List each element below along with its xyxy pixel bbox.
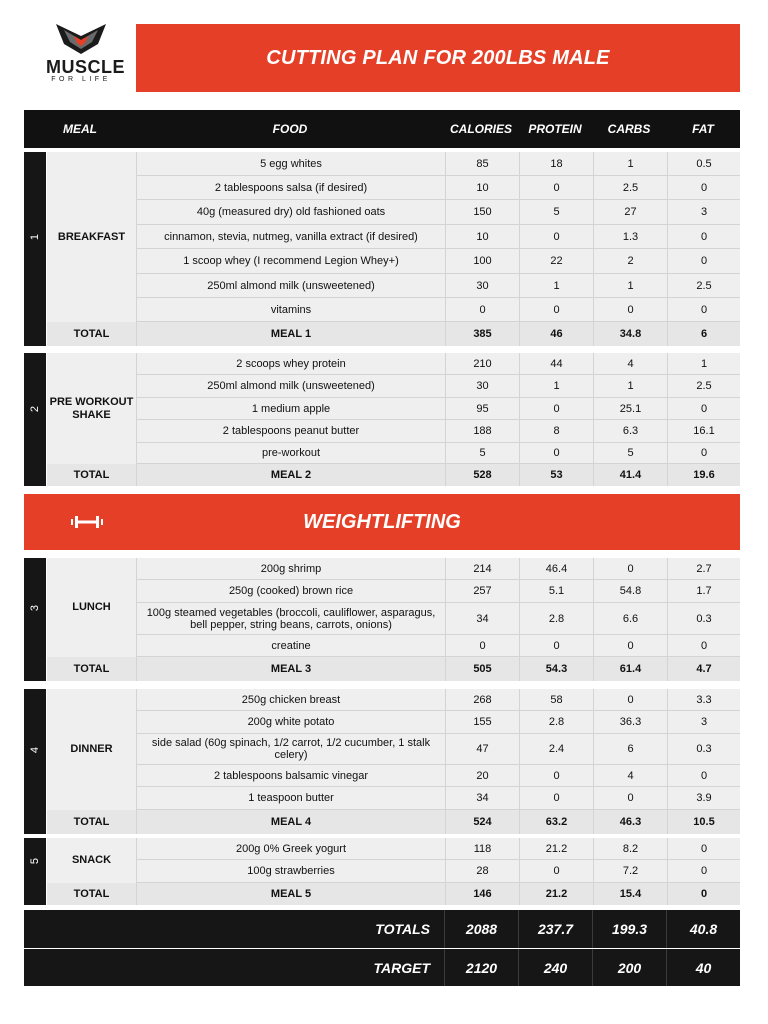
table-row <box>136 353 740 375</box>
carbs-cell: 4 <box>593 353 667 374</box>
calories-cell: 5 <box>445 443 519 463</box>
protein-cell: 0 <box>519 443 593 463</box>
fat-cell: 0 <box>667 443 740 463</box>
carbs-cell: 1 <box>593 152 667 175</box>
fat-cell: 2.7 <box>667 558 740 579</box>
fat-cell: 1 <box>667 353 740 374</box>
header-protein: PROTEIN <box>528 122 582 136</box>
total-label: TOTAL <box>73 663 110 675</box>
protein-cell: 0 <box>519 398 593 419</box>
food-cell: 200g 0% Greek yogurt <box>136 838 445 859</box>
protein-cell: 0 <box>519 635 593 656</box>
protein-cell: 1 <box>519 274 593 297</box>
carbs-cell: 25.1 <box>593 398 667 419</box>
meal-number-strip <box>24 838 46 905</box>
table-row <box>136 558 740 580</box>
carbs-cell: 8.2 <box>593 838 667 859</box>
calories-cell: 95 <box>445 398 519 419</box>
protein-cell: 2.8 <box>519 711 593 733</box>
target-calories: 2120 <box>444 949 518 986</box>
carbs-cell: 27 <box>593 200 667 224</box>
totals-row <box>24 910 740 948</box>
meal-number-strip <box>24 152 46 346</box>
fat-cell: 0 <box>667 249 740 273</box>
meal-name: SNACK <box>47 838 136 883</box>
food-rows <box>136 689 740 810</box>
total-calories: 528 <box>445 464 519 486</box>
meal-number-strip <box>24 558 46 681</box>
calories-cell: 30 <box>445 274 519 297</box>
calories-cell: 0 <box>445 298 519 321</box>
fat-cell: 0 <box>667 860 740 882</box>
table-row <box>136 375 740 398</box>
total-protein: 53 <box>519 464 593 486</box>
total-meal-name: MEAL 3 <box>136 657 445 681</box>
carbs-cell: 2 <box>593 249 667 273</box>
protein-cell: 0 <box>519 225 593 248</box>
carbs-cell: 36.3 <box>593 711 667 733</box>
meal-name: PRE WORKOUT SHAKE <box>47 353 136 464</box>
totals-calories: 2088 <box>444 910 518 948</box>
total-protein: 46 <box>519 322 593 346</box>
table-row <box>136 734 740 765</box>
carbs-cell: 0 <box>593 689 667 710</box>
fat-cell: 3 <box>667 200 740 224</box>
protein-cell: 0 <box>519 765 593 786</box>
calories-cell: 30 <box>445 375 519 397</box>
total-protein: 63.2 <box>519 810 593 834</box>
carbs-cell: 2.5 <box>593 176 667 199</box>
table-row <box>136 765 740 787</box>
carbs-cell: 1 <box>593 375 667 397</box>
table-row <box>136 689 740 711</box>
total-carbs: 61.4 <box>593 657 667 681</box>
calories-cell: 0 <box>445 635 519 656</box>
table-row <box>136 249 740 274</box>
meal-name: BREAKFAST <box>47 152 136 322</box>
food-cell: pre-workout <box>136 443 445 463</box>
calories-cell: 85 <box>445 152 519 175</box>
meal-name: DINNER <box>47 689 136 810</box>
carbs-cell: 0 <box>593 635 667 656</box>
protein-cell: 18 <box>519 152 593 175</box>
fat-cell: 0.3 <box>667 603 740 634</box>
total-calories: 505 <box>445 657 519 681</box>
protein-cell: 5.1 <box>519 580 593 602</box>
header-fat: FAT <box>692 122 714 136</box>
total-meal-name: MEAL 2 <box>136 464 445 486</box>
food-cell: 2 tablespoons balsamic vinegar <box>136 765 445 786</box>
protein-cell: 5 <box>519 200 593 224</box>
carbs-cell: 6.3 <box>593 420 667 442</box>
food-rows <box>136 838 740 883</box>
table-row <box>136 443 740 464</box>
food-cell: 2 tablespoons peanut butter <box>136 420 445 442</box>
logo-sub-text: FOR LIFE <box>51 76 111 83</box>
food-cell: 40g (measured dry) old fashioned oats <box>136 200 445 224</box>
food-cell: 100g strawberries <box>136 860 445 882</box>
fat-cell: 3.9 <box>667 787 740 809</box>
header-meal: MEAL <box>63 122 97 136</box>
table-row <box>136 838 740 860</box>
table-row <box>136 176 740 200</box>
weightlifting-banner <box>24 494 740 550</box>
total-label: TOTAL <box>73 816 110 828</box>
protein-cell: 0 <box>519 860 593 882</box>
fat-cell: 3.3 <box>667 689 740 710</box>
fat-cell: 0 <box>667 298 740 321</box>
calories-cell: 100 <box>445 249 519 273</box>
calories-cell: 118 <box>445 838 519 859</box>
food-cell: 100g steamed vegetables (broccoli, cauliflower, asparagus, bell pepper, string beans, carrots, onions) <box>136 603 445 634</box>
table-row <box>136 152 740 176</box>
food-cell: side salad (60g spinach, 1/2 carrot, 1/2 cucumber, 1 stalk celery) <box>136 734 445 764</box>
total-calories: 146 <box>445 883 519 905</box>
food-cell: vitamins <box>136 298 445 321</box>
protein-cell: 22 <box>519 249 593 273</box>
food-cell: 200g white potato <box>136 711 445 733</box>
total-meal-name: MEAL 5 <box>136 883 445 905</box>
header-carbs: CARBS <box>607 122 651 136</box>
carbs-cell: 1 <box>593 274 667 297</box>
calories-cell: 28 <box>445 860 519 882</box>
calories-cell: 257 <box>445 580 519 602</box>
fat-cell: 1.7 <box>667 580 740 602</box>
total-label: TOTAL <box>73 469 110 481</box>
food-cell: 1 teaspoon butter <box>136 787 445 809</box>
totals-fat: 40.8 <box>666 910 740 948</box>
protein-cell: 1 <box>519 375 593 397</box>
logo-emblem-icon <box>54 22 108 56</box>
food-cell: creatine <box>136 635 445 656</box>
calories-cell: 47 <box>445 734 519 764</box>
calories-cell: 34 <box>445 787 519 809</box>
food-cell: 2 scoops whey protein <box>136 353 445 374</box>
fat-cell: 2.5 <box>667 274 740 297</box>
food-cell: 250ml almond milk (unsweetened) <box>136 274 445 297</box>
food-cell: cinnamon, stevia, nutmeg, vanilla extract (if desired) <box>136 225 445 248</box>
food-cell: 5 egg whites <box>136 152 445 175</box>
total-label: TOTAL <box>73 328 110 340</box>
meal-total-row <box>47 883 740 905</box>
carbs-cell: 54.8 <box>593 580 667 602</box>
total-label: TOTAL <box>73 888 110 900</box>
protein-cell: 0 <box>519 787 593 809</box>
protein-cell: 21.2 <box>519 838 593 859</box>
carbs-cell: 0 <box>593 298 667 321</box>
table-row <box>136 860 740 883</box>
meal-section-1 <box>24 152 740 346</box>
totals-protein: 237.7 <box>518 910 592 948</box>
total-carbs: 46.3 <box>593 810 667 834</box>
totals-label: TOTALS <box>375 921 430 937</box>
total-meal-name: MEAL 1 <box>136 322 445 346</box>
protein-cell: 0 <box>519 298 593 321</box>
total-carbs: 41.4 <box>593 464 667 486</box>
meal-total-row <box>47 322 740 346</box>
carbs-cell: 5 <box>593 443 667 463</box>
carbs-cell: 0 <box>593 787 667 809</box>
logo-brand-text: MUSCLE <box>46 57 125 77</box>
fat-cell: 0 <box>667 176 740 199</box>
weightlifting-label: WEIGHTLIFTING <box>303 510 461 533</box>
meal-section-4 <box>24 689 740 834</box>
total-protein: 21.2 <box>519 883 593 905</box>
fat-cell: 0 <box>667 225 740 248</box>
table-row <box>136 225 740 249</box>
meal-total-row <box>47 464 740 486</box>
protein-cell: 2.8 <box>519 603 593 634</box>
carbs-cell: 6.6 <box>593 603 667 634</box>
meal-number-strip <box>24 689 46 834</box>
meal-total-row <box>47 810 740 834</box>
calories-cell: 210 <box>445 353 519 374</box>
protein-cell: 0 <box>519 176 593 199</box>
total-fat: 6 <box>667 322 740 346</box>
carbs-cell: 1.3 <box>593 225 667 248</box>
table-row <box>136 787 740 810</box>
meal-section-2 <box>24 353 740 486</box>
food-cell: 200g shrimp <box>136 558 445 579</box>
food-cell: 1 medium apple <box>136 398 445 419</box>
fat-cell: 16.1 <box>667 420 740 442</box>
meal-section-3 <box>24 558 740 681</box>
totals-carbs: 199.3 <box>592 910 666 948</box>
food-cell: 1 scoop whey (I recommend Legion Whey+) <box>136 249 445 273</box>
table-row <box>136 398 740 420</box>
target-carbs: 200 <box>592 949 666 986</box>
table-row <box>136 580 740 603</box>
food-cell: 250ml almond milk (unsweetened) <box>136 375 445 397</box>
calories-cell: 10 <box>445 225 519 248</box>
total-carbs: 34.8 <box>593 322 667 346</box>
protein-cell: 44 <box>519 353 593 374</box>
header-calories: CALORIES <box>449 122 512 136</box>
protein-cell: 8 <box>519 420 593 442</box>
calories-cell: 10 <box>445 176 519 199</box>
fat-cell: 0 <box>667 398 740 419</box>
fat-cell: 0 <box>667 635 740 656</box>
meal-number: 1 <box>29 233 41 241</box>
calories-cell: 188 <box>445 420 519 442</box>
fat-cell: 3 <box>667 711 740 733</box>
table-row <box>136 603 740 635</box>
total-fat: 4.7 <box>667 657 740 681</box>
total-fat: 10.5 <box>667 810 740 834</box>
total-protein: 54.3 <box>519 657 593 681</box>
title-banner <box>136 24 740 92</box>
carbs-cell: 6 <box>593 734 667 764</box>
header-food: FOOD <box>272 122 308 136</box>
target-fat: 40 <box>666 949 740 986</box>
fat-cell: 2.5 <box>667 375 740 397</box>
fat-cell: 0 <box>667 765 740 786</box>
meal-name: LUNCH <box>47 558 136 657</box>
food-rows <box>136 353 740 464</box>
target-protein: 240 <box>518 949 592 986</box>
calories-cell: 268 <box>445 689 519 710</box>
calories-cell: 34 <box>445 603 519 634</box>
dumbbell-icon <box>70 514 104 530</box>
carbs-cell: 7.2 <box>593 860 667 882</box>
total-carbs: 15.4 <box>593 883 667 905</box>
table-row <box>136 711 740 734</box>
food-cell: 2 tablespoons salsa (if desired) <box>136 176 445 199</box>
table-header <box>24 110 740 148</box>
meal-number: 4 <box>29 746 41 753</box>
calories-cell: 155 <box>445 711 519 733</box>
target-label: TARGET <box>373 959 430 976</box>
food-cell: 250g chicken breast <box>136 689 445 710</box>
page-title: CUTTING PLAN FOR 200LBS MALE <box>266 46 610 69</box>
table-row <box>136 200 740 225</box>
carbs-cell: 4 <box>593 765 667 786</box>
fat-cell: 0.3 <box>667 734 740 764</box>
meal-total-row <box>47 657 740 681</box>
table-row <box>136 635 740 657</box>
meal-number: 3 <box>29 604 41 611</box>
meal-section-5 <box>24 838 740 905</box>
total-calories: 385 <box>445 322 519 346</box>
table-row <box>136 274 740 298</box>
carbs-cell: 0 <box>593 558 667 579</box>
table-row <box>136 298 740 322</box>
food-rows <box>136 558 740 657</box>
total-meal-name: MEAL 4 <box>136 810 445 834</box>
muscle-for-life-logo <box>46 22 125 94</box>
total-fat: 0 <box>667 883 740 905</box>
food-rows <box>136 152 740 322</box>
fat-cell: 0.5 <box>667 152 740 175</box>
calories-cell: 214 <box>445 558 519 579</box>
food-cell: 250g (cooked) brown rice <box>136 580 445 602</box>
meal-number-strip <box>24 353 46 486</box>
meal-number: 2 <box>29 405 41 412</box>
target-row <box>24 949 740 986</box>
protein-cell: 2.4 <box>519 734 593 764</box>
protein-cell: 58 <box>519 689 593 710</box>
total-fat: 19.6 <box>667 464 740 486</box>
calories-cell: 20 <box>445 765 519 786</box>
fat-cell: 0 <box>667 838 740 859</box>
table-row <box>136 420 740 443</box>
calories-cell: 150 <box>445 200 519 224</box>
total-calories: 524 <box>445 810 519 834</box>
protein-cell: 46.4 <box>519 558 593 579</box>
meal-number: 5 <box>29 857 41 864</box>
